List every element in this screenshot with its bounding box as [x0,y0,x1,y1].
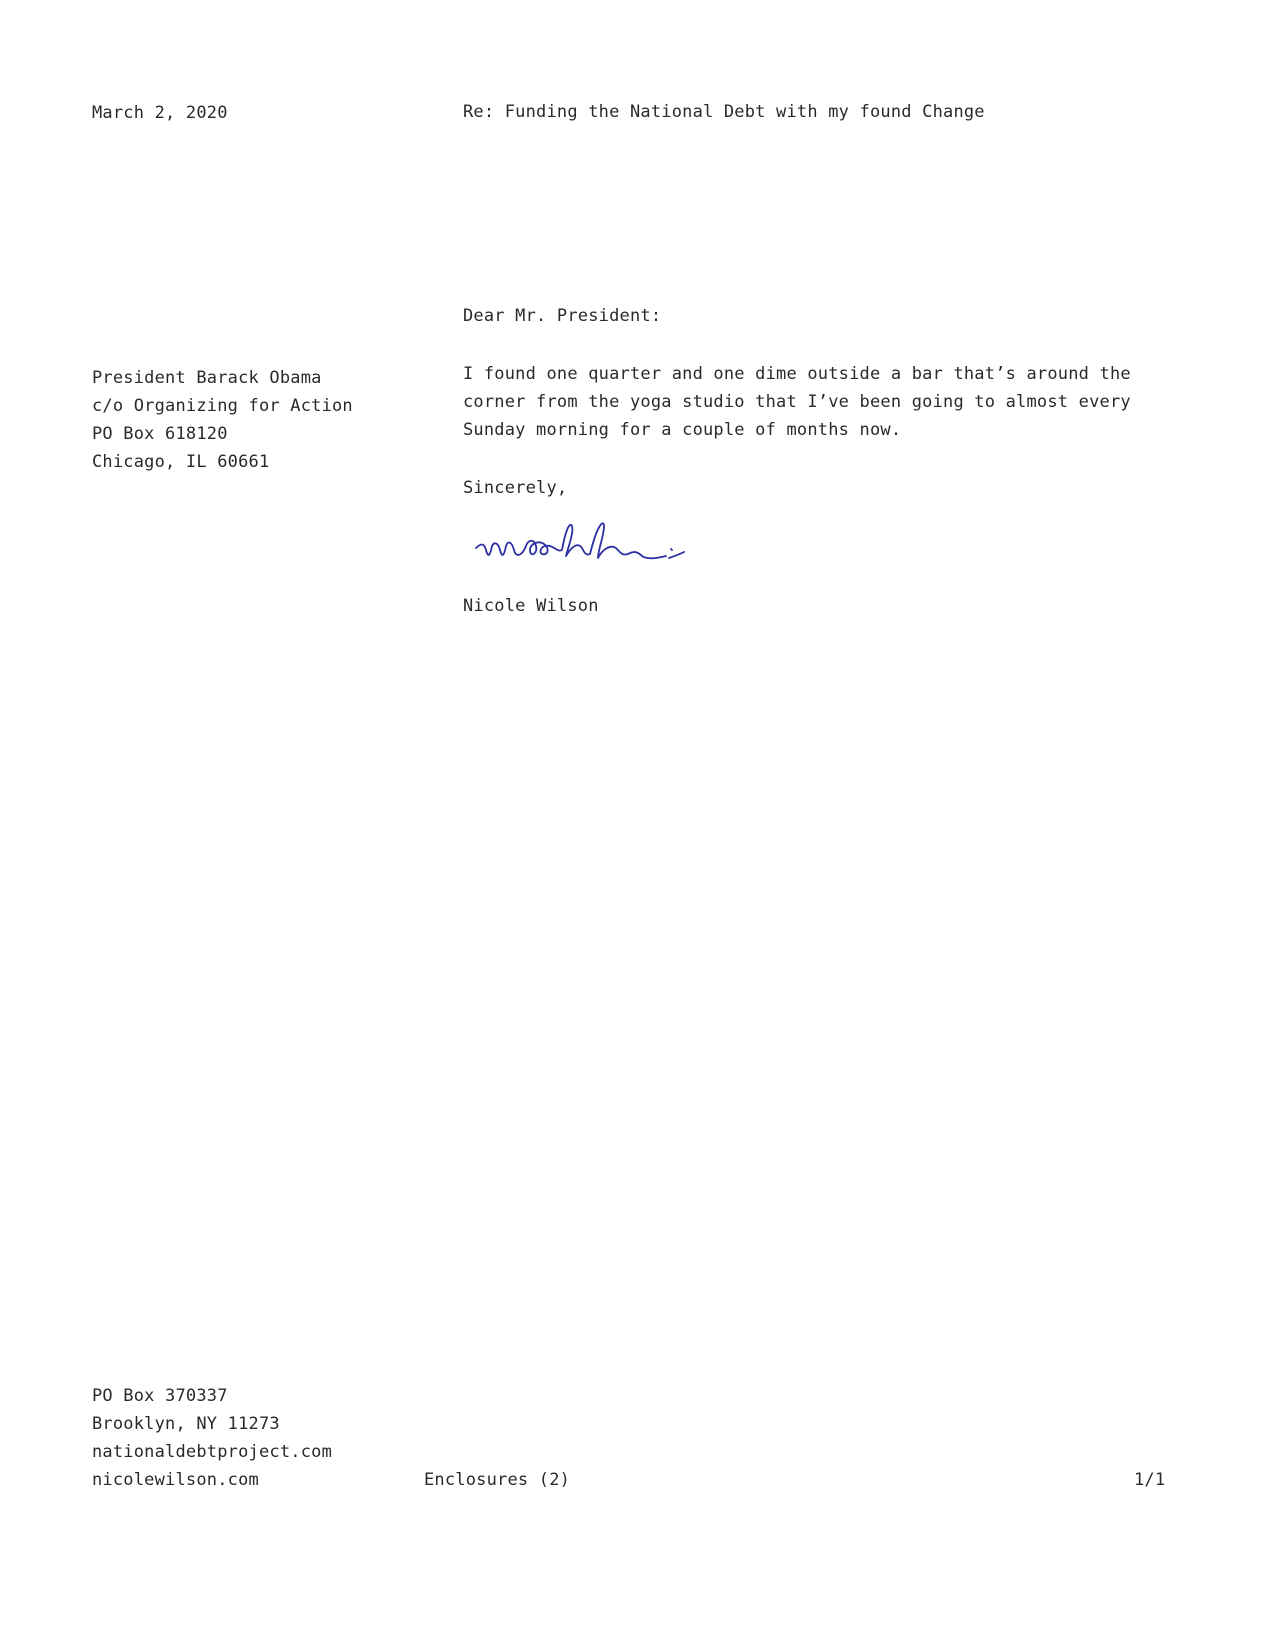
body-line: I found one quarter and one dime outside a bar that’s around the [463,364,1131,384]
enclosures-note: Enclosures (2) [424,1470,571,1490]
recipient-address [92,364,353,476]
letter-subject: Re: Funding the National Debt with my found Change [463,102,985,122]
recipient-line: c/o Organizing for Action [92,396,353,416]
recipient-line: PO Box 618120 [92,424,228,444]
recipient-line: President Barack Obama [92,368,322,388]
footer-line: PO Box 370337 [92,1386,228,1406]
page-number: 1/1 [1134,1470,1166,1490]
footer-link[interactable]: nicolewilson.com [92,1470,259,1490]
letter-body [463,360,1131,444]
signature-icon [472,516,752,576]
salutation: Dear Mr. President: [463,306,662,326]
body-line: Sunday morning for a couple of months now. [463,420,902,440]
footer-link[interactable]: nationaldebtproject.com [92,1442,333,1462]
letter-date: March 2, 2020 [92,103,228,123]
closing: Sincerely, [463,478,568,498]
footer-address [92,1382,332,1494]
sender-name: Nicole Wilson [463,596,599,616]
body-line: corner from the yoga studio that I’ve been going to almost every [463,392,1131,412]
recipient-line: Chicago, IL 60661 [92,452,270,472]
footer-line: Brooklyn, NY 11273 [92,1414,280,1434]
